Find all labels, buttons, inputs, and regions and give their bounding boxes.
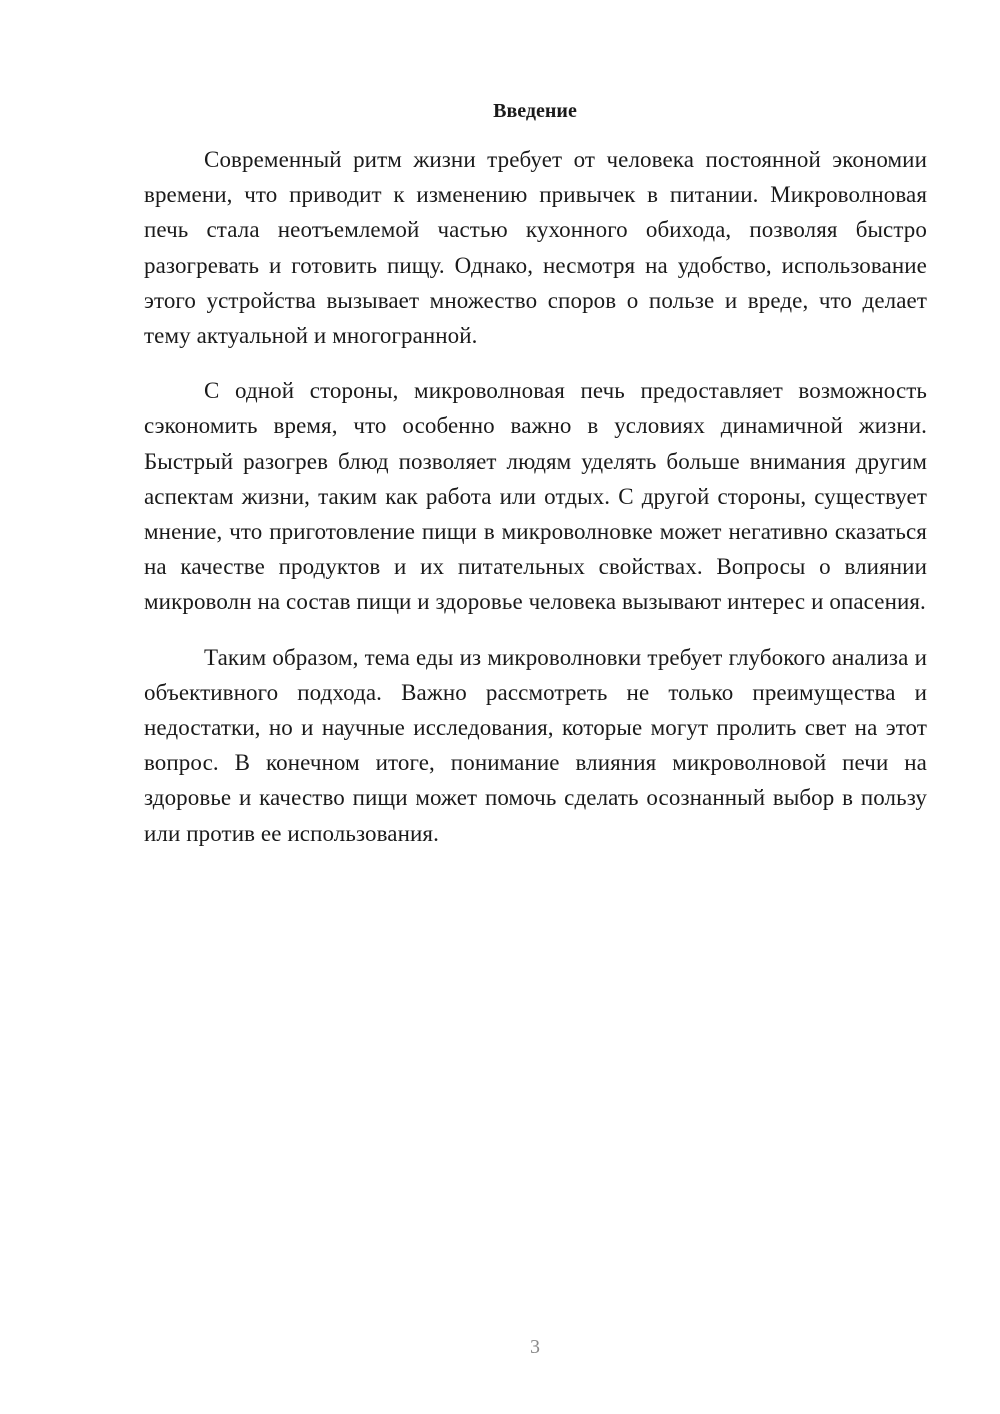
body-text	[144, 142, 927, 871]
paragraph-3: Таким образом, тема еды из микроволновки требует глубокого анализа и объективного подхода. Важно рассмотреть не только преимущества и недостатки, но и научные исследования, которые могут пролить свет на этот вопрос. В конечном итоге, понимание влияния микроволновой печи на здоровье и качество пищи может помочь сделать осознанный выбор в пользу или против ее использования.	[144, 644, 927, 846]
page-number: 3	[530, 1336, 540, 1358]
section-heading: Введение	[493, 100, 577, 122]
paragraph-2: С одной стороны, микроволновая печь предоставляет возможность сэкономить время, что особенно важно в условиях динамичной жизни. Быстрый разогрев блюд позволяет людям уделять больше внимания другим аспектам жизни, таким как работа или отдых. С другой стороны, существует мнение, что приготовление пищи в микроволновке может негативно сказаться на качестве продуктов и их питательных свойствах. Вопросы о влиянии микроволн на состав пищи и здоровье человека вызывают интерес и опасения.	[144, 378, 927, 615]
paragraph-1: Современный ритм жизни требует от человека постоянной экономии времени, что приводит к изменению привычек в питании. Микроволновая печь стала неотъемлемой частью кухонного обихода, позволяя быстро разогревать и готовить пищу. Однако, несмотря на удобство, использование этого устройства вызывает множество споров о пользе и вреде, что делает тему актуальной и многогранной.	[144, 147, 927, 349]
